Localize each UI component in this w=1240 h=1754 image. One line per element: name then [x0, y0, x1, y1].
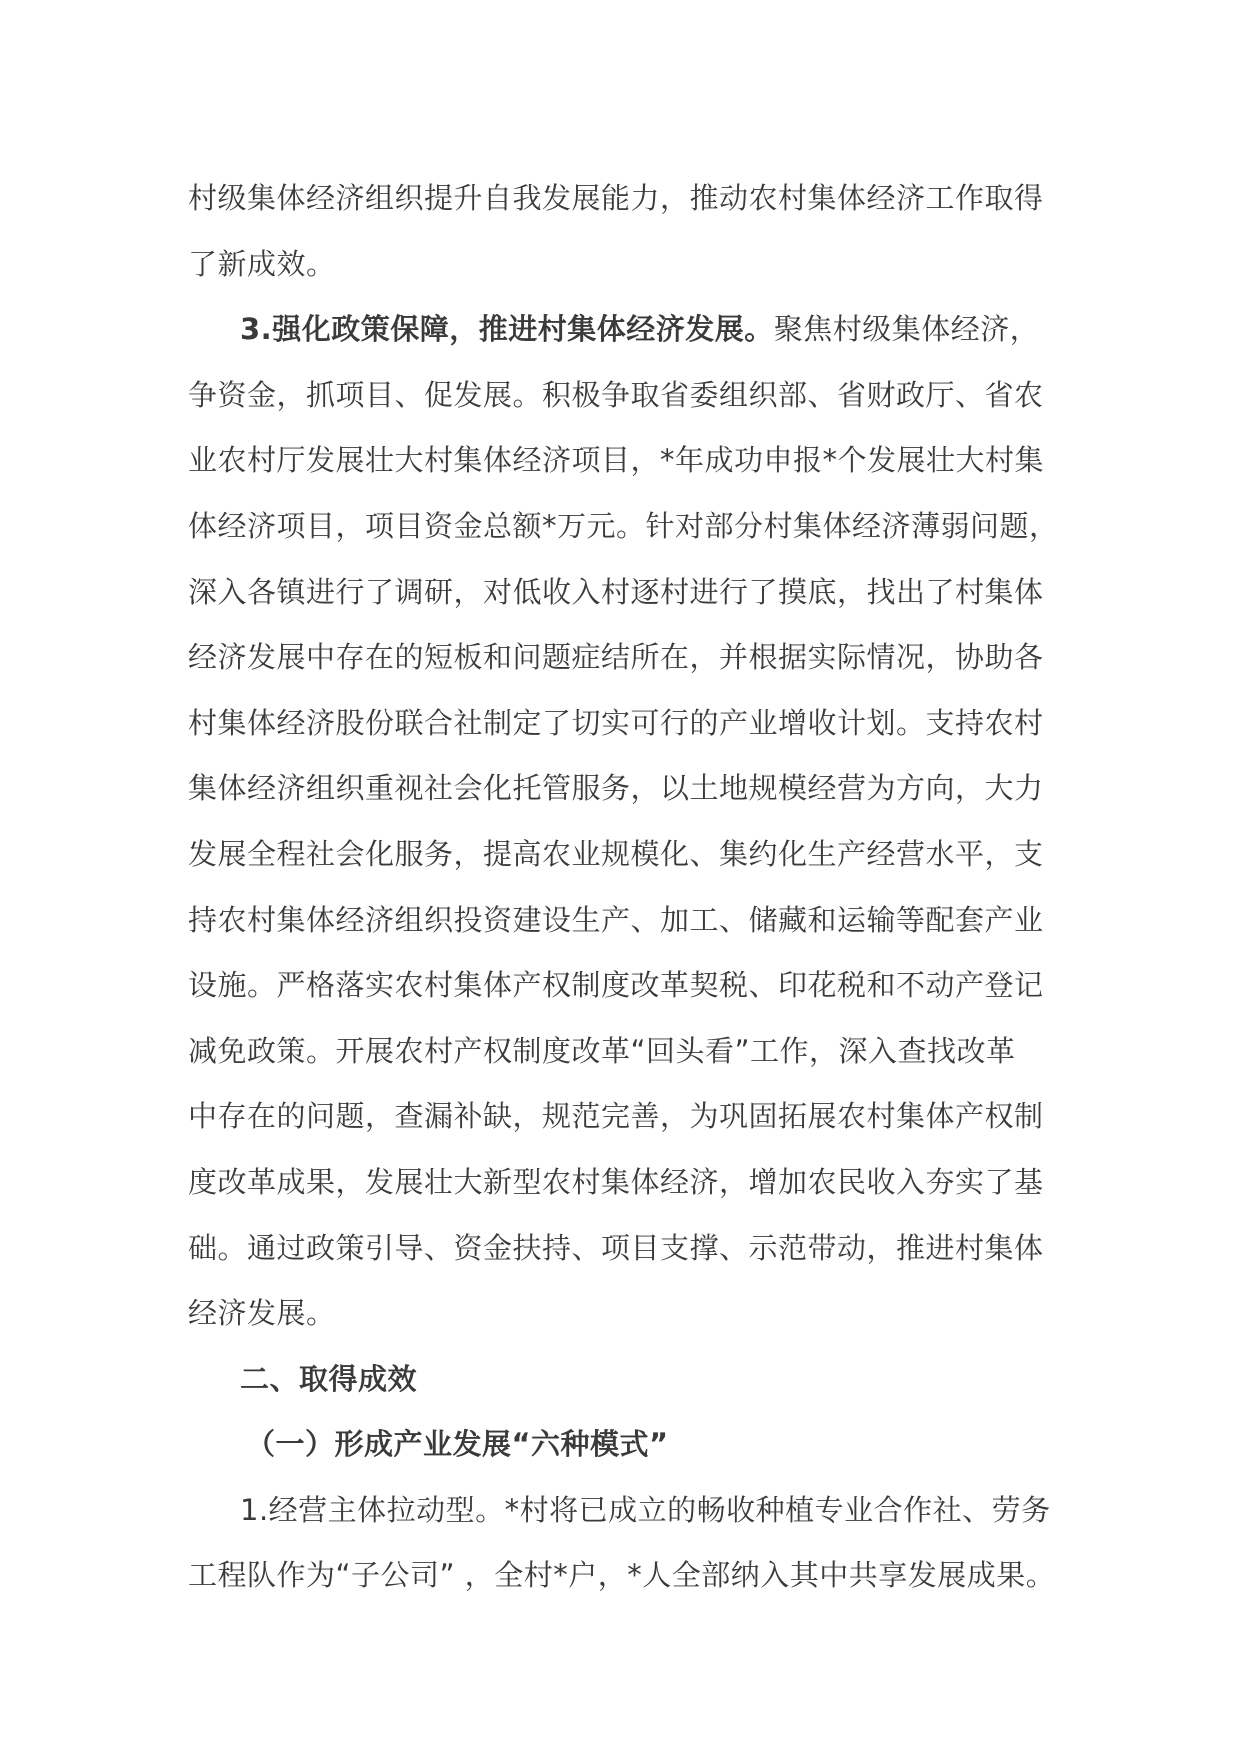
document-body	[188, 166, 1059, 1609]
paragraph-line: 体经济项目，项目资金总额*万元。针对部分村集体经济薄弱问题，	[188, 508, 1059, 543]
section-heading: 二、取得成效	[240, 1361, 418, 1396]
paragraph-line: 持农村集体经济组织投资建设生产、加工、储藏和运输等配套产业	[188, 902, 1044, 937]
paragraph-line: 村集体经济股份联合社制定了切实可行的产业增收计划。支持农村	[188, 705, 1044, 740]
section-3-first-line	[188, 297, 1048, 363]
paragraph-line: 设施。严格落实农村集体产权制度改革契税、印花税和不动产登记	[188, 968, 1044, 1003]
paragraph-line: 集体经济组织重视社会化托管服务，以土地规模经营为方向，大力	[188, 771, 1044, 806]
paragraph-line: 经济发展中存在的短板和问题症结所在，并根据实际情况，协助各	[188, 640, 1044, 675]
subsection-heading: （一）形成产业发展“六种模式”	[246, 1427, 669, 1462]
paragraph-line: 深入各镇进行了调研，对低收入村逐村进行了摸底，找出了村集体	[188, 574, 1044, 609]
paragraph-line: 发展全程社会化服务，提高农业规模化、集约化生产经营水平，支	[188, 836, 1044, 871]
paragraph-line: 减免政策。开展农村产权制度改革“回头看”工作，深入查找改革	[188, 1033, 1016, 1068]
paragraph-line: 了新成效。	[188, 246, 336, 281]
section-3-heading: 3.强化政策保障，推进村集体经济发展。	[240, 312, 774, 347]
paragraph-line: 中存在的问题，查漏补缺，规范完善，为巩固拓展农村集体产权制	[188, 1099, 1044, 1134]
paragraph-line: 础。通过政策引导、资金扶持、项目支撑、示范带动，推进村集体	[188, 1230, 1044, 1265]
paragraph-line: 工程队作为“子公司” ，全村*户，*人全部纳入其中共享发展成果。	[188, 1558, 1056, 1593]
paragraph-line: 1.经营主体拉动型。*村将已成立的畅收种植专业合作社、劳务	[240, 1492, 1051, 1527]
paragraph-line: 经济发展。	[188, 1296, 336, 1331]
paragraph-line: 村级集体经济组织提升自我发展能力，推动农村集体经济工作取得	[188, 181, 1044, 215]
paragraph-line: 争资金，抓项目、促发展。积极争取省委组织部、省财政厅、省农	[188, 377, 1044, 412]
paragraph-line: 度改革成果，发展壮大新型农村集体经济，增加农民收入夯实了基	[188, 1164, 1044, 1199]
section-3-lead-text: 聚焦村级集体经济，	[773, 312, 1040, 347]
paragraph-line: 业农村厅发展壮大村集体经济项目，*年成功申报*个发展壮大村集	[188, 443, 1045, 478]
